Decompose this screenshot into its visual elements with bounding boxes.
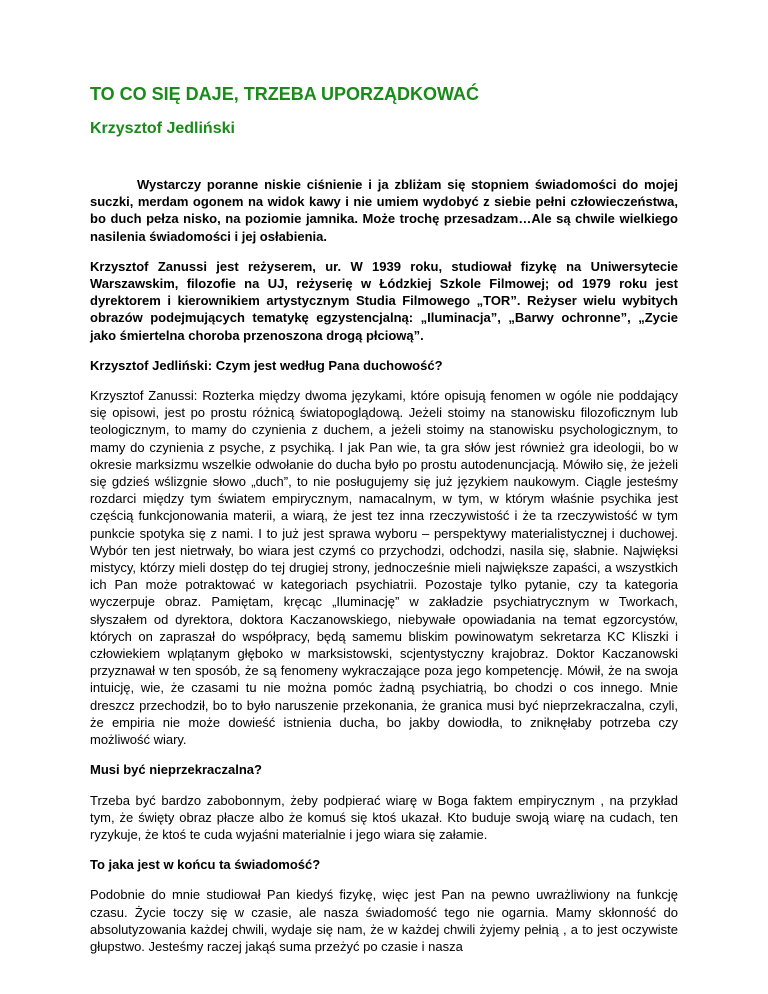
question-paragraph: Krzysztof Jedliński: Czym jest według Pana duchowość? [90, 357, 443, 373]
document-body [90, 176, 678, 968]
document-author: Krzysztof Jedliński [90, 120, 235, 137]
question-paragraph: To jaka jest w końcu ta świadomość? [90, 857, 321, 873]
question-paragraph: Musi być nieprzekraczalna? [90, 762, 262, 778]
document-title: TO CO SIĘ DAJE, TRZEBA UPORZĄDKOWAĆ [90, 84, 480, 104]
lead-paragraph: Wystarczy poranne niskie ciśnienie i ja zbliżam się stopniem świadomości do mojej suczki, merdam ogonem na widok kawy i nie umiem wydobyć z siebie pełni człowieczeństwa, bo duch pełza nisko, na poziomie jamnika. Może trochę przesadzam…Ale są chwile wielkiego nasilenia świadomości i jej osłabienia. [90, 177, 678, 244]
answer-paragraph: Trzeba być bardzo zabobonnym, żeby podpierać wiarę w Boga faktem empirycznym , na przykład tym, że święty obraz płacze albo że komuś się ktoś ukazał. Kto buduje swoją wiarę na cudach, ten ryzykuje, że ktoś te cuda wyjaśni materialnie i jego wiara się załamie. [90, 792, 678, 842]
answer-paragraph: Podobnie do mnie studiował Pan kiedyś fizykę, więc jest Pan na pewno uwrażliwiony na funkcję czasu. Życie toczy się w czasie, ale nasza świadomość tego nie ogarnia. Mamy skłonność do absolutyzowania każdej chwili, wydaje się nam, że w każdej chwili żyjemy pełnią , a to jest oczywiste głupstwo. Jesteśmy raczej jakąś suma przeżyć po czasie i nasza [90, 887, 678, 954]
answer-paragraph: Krzysztof Zanussi: Rozterka między dwoma językami, które opisują fenomen w ogóle nie poddający się opisowi, jest po prostu różnicą światopoglądową. Jeżeli stoimy na stanowisku filozoficznym lub teologicznym, to mamy do czynienia z duchem, a jeżeli stoimy na stanowisku psychologicznym, to mamy do czynienia z psyche, z psychiką. I jak Pan wie, ta gra słów jest również gra ideologii, bo w okresie marksizmu wszelkie odwołanie do ducha było po prostu autodenuncjacją. Mówiło się, że jeżeli się gdzieś wślizgnie słowo „duch”, to nie posługujemy się już językiem naukowym. Ciągle jesteśmy rozdarci między tym światem empirycznym, namacalnym, w tym, w którym właśnie psychika jest częścią funkcjonowania materii, a wiarą, że jest tez inna rzeczywistość i że ta rzeczywistość w tym punkcie spotyka się z nami. I to już jest sprawa wyboru – perspektywy materialistycznej i duchowej. Wybór ten jest nietrwały, bo wiara jest czymś co przychodzi, odchodzi, nasila się, słabnie. Najwięksi mistycy, którzy mieli dostęp do tej drugiej strony, jednocześnie mieli największe zapaści, a wszystkich ich Pan może potraktować w kategoriach psychiatrii. Pozostaje tylko pytanie, czy ta kategoria wyczerpuje obraz. Pamiętam, kręcąc „Iluminację” w zakładzie psychiatrycznym w Tworkach, słyszałem od dyrektora, doktora Kaczanowskiego, niebywałe opowiadania na temat egzorcystów, których on zapraszał do współpracy, będą samemu bliskim powinowatym sekretarza KC Kliszki i człowiekiem wplątanym głęboko w marksistowski, scjentystyczny krajobraz. Doktor Kaczanowski przyznawał w ten sposób, że są fenomeny wykraczające poza jego kompetencję. Mówił, że na swoja intuicję, wie, że czasami tu nie można pomóc żadną psychiatrią, bo chodzi o cos innego. Mnie dreszcz przechodził, bo to było naruszenie przekonania, że granica musi być nieprzekraczalna, czyli, że empiria nie może dowieść istnienia ducha, bo jakby dowiodła, to zniknęłaby potrzeba czy możliwość wiary. [90, 388, 678, 748]
bio-paragraph: Krzysztof Zanussi jest reżyserem, ur. W 1939 roku, studiował fizykę na Uniwersytecie Warszawskim, filozofie na UJ, reżyserię w Łódzkiej Szkole Filmowej; od 1979 roku jest dyrektorem i kierownikiem artystycznym Studia Filmowego „TOR”. Reżyser wielu wybitych obrazów podejmujących tematykę egzystencjalną: „Iluminacja”, „Barwy ochronne”, „Zycie jako śmiertelna choroba przenoszona drogą płciową”. [90, 258, 678, 343]
